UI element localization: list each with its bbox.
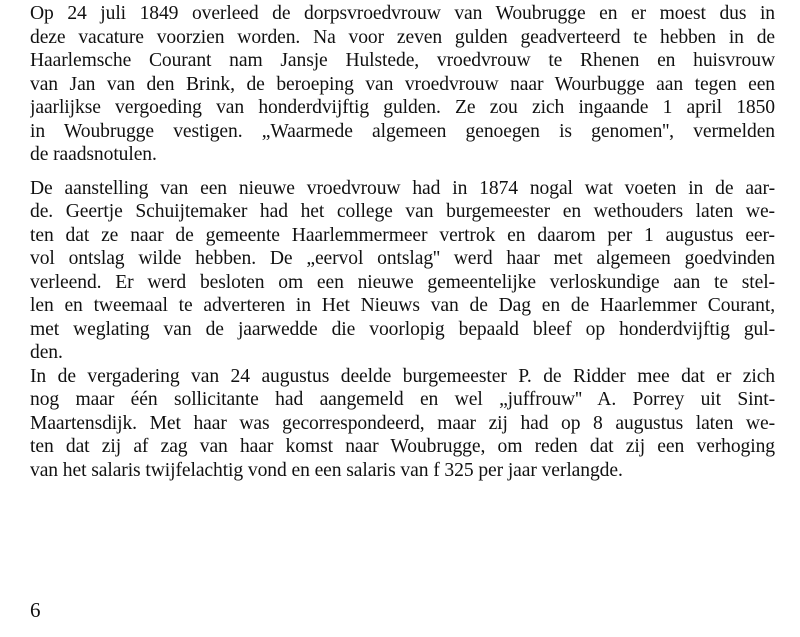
text-line: In de vergadering van 24 augustus deelde burgemeester P. de Ridder mee dat er zich <box>30 365 775 387</box>
text-line: len en tweemaal te adverteren in Het Nieuws van de Dag en de Haarlemmer Courant, <box>30 295 775 316</box>
text-line: De aanstelling van een nieuwe vroedvrouw had in 1874 nogal wat voeten in de aar- <box>30 177 775 199</box>
text-line: de. Geertje Schuijtemaker had het college van burgemeester en wethouders laten we- <box>30 201 775 222</box>
text-line: ten dat zij af zag van haar komst naar Woubrugge, om reden dat zij een verhoging <box>30 436 775 457</box>
text-line: Haarlemsche Courant nam Jansje Hulstede, vroedvrouw te Rhenen en huisvrouw <box>30 50 775 71</box>
text-line: in Woubrugge vestigen. „Waarmede algemeen genoegen is genomen'', vermelden <box>30 120 775 142</box>
text-line: nog maar één sollicitante had aangemeld en wel „juffrouw'' A. Porrey uit Sint- <box>30 389 775 410</box>
text-line: van het salaris twijfelachtig vond en een salaris van f 325 per jaar verlangde. <box>30 459 623 481</box>
text-line: van Jan van den Brink, de beroeping van vroedvrouw naar Wourbugge aan tegen een <box>30 73 775 95</box>
text-line: vol ontslag wilde hebben. De „eervol ontslag'' werd haar met algemeen goedvinden <box>30 248 775 269</box>
paragraph-3 <box>30 365 775 483</box>
document-body <box>30 2 775 482</box>
paragraph-2 <box>30 177 775 365</box>
text-line: de raadsnotulen. <box>30 144 157 165</box>
text-line: verleend. Er werd besloten om een nieuwe gemeentelijke verloskundige aan te stel- <box>30 271 775 293</box>
page-number: 6 <box>30 598 41 622</box>
text-line: Op 24 juli 1849 overleed de dorpsvroedvrouw van Woubrugge en er moest dus in <box>30 3 775 24</box>
text-line: den. <box>30 342 63 363</box>
text-line: Maartensdijk. Met haar was gecorrespondeerd, maar zij had op 8 augustus laten we- <box>30 412 775 434</box>
text-line: ten dat ze naar de gemeente Haarlemmermeer vertrok en daarom per 1 augustus eer- <box>30 224 775 246</box>
text-line: jaarlijkse vergoeding van honderdvijftig gulden. Ze zou zich ingaande 1 april 1850 <box>30 97 775 118</box>
text-line: met weglating van de jaarwedde die voorlopig bepaald bleef op honderdvijftig gul- <box>30 318 775 340</box>
text-line: deze vacature voorzien worden. Na voor zeven gulden geadverteerd te hebben in de <box>30 26 775 48</box>
paragraph-1 <box>30 2 775 167</box>
paragraph-gap <box>30 167 775 177</box>
